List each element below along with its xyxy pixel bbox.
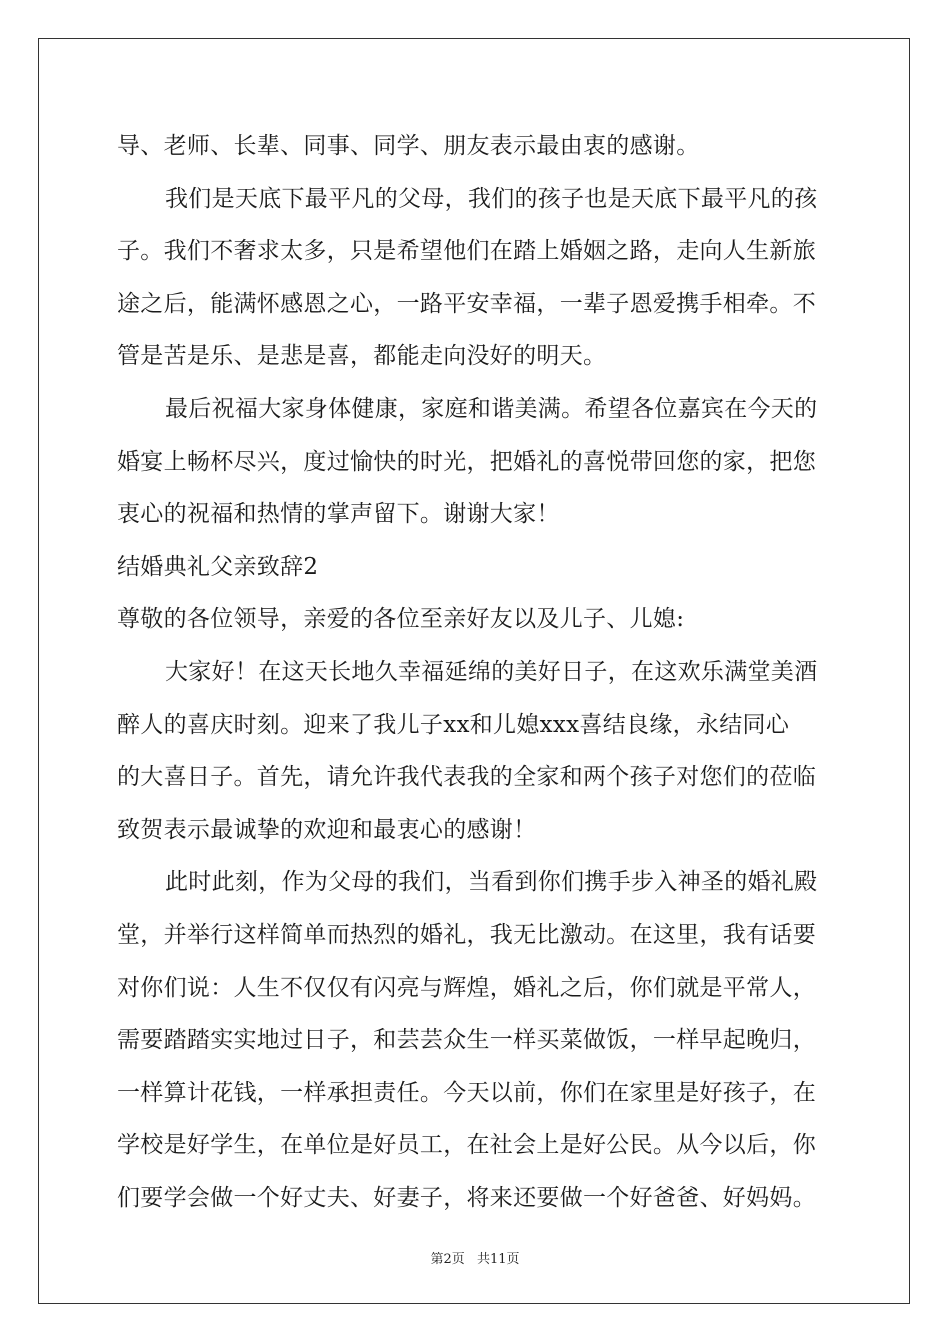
paragraph-start: 此时此刻，作为父母的我们，当看到你们携手步入神圣的婚礼殿 <box>165 869 818 896</box>
paragraph-start: 我们是天底下最平凡的父母，我们的孩子也是天底下最平凡的孩 <box>165 185 818 212</box>
text-line: 需要踏踏实实地过日子，和芸芸众生一样买菜做饭，一样早起晚归， <box>117 1027 816 1054</box>
text-line: 一样算计花钱，一样承担责任。今天以前，你们在家里是好孩子，在 <box>117 1079 816 1106</box>
page-footer <box>0 1248 950 1267</box>
text-line: 子。我们不奢求太多，只是希望他们在踏上婚姻之路，走向人生新旅 <box>117 238 816 265</box>
text-line: 途之后，能满怀感恩之心，一路平安幸福，一辈子恩爱携手相牵。不 <box>117 290 816 317</box>
text-line: 管是苦是乐、是悲是喜，都能走向没好的明天。 <box>117 343 607 370</box>
text-line: 学校是好学生，在单位是好员工，在社会上是好公民。从今以后，你 <box>117 1132 816 1159</box>
text-line: 衷心的祝福和热情的掌声留下。谢谢大家！ <box>117 501 560 528</box>
text-line: 致贺表示最诚挚的欢迎和最衷心的感谢！ <box>117 816 537 843</box>
text-line: 堂，并举行这样简单而热烈的婚礼，我无比激动。在这里，我有话要 <box>117 921 816 948</box>
document-body <box>117 120 837 1224</box>
page-number: 第2页 <box>430 1252 465 1267</box>
salutation: 尊敬的各位领导，亲爱的各位至亲好友以及儿子、儿媳: <box>117 606 685 633</box>
paragraph-start: 最后祝福大家身体健康，家庭和谐美满。希望各位嘉宾在今天的 <box>165 395 818 422</box>
text-line: 的大喜日子。首先，请允许我代表我的全家和两个孩子对您们的莅临 <box>117 764 816 791</box>
section-heading: 结婚典礼父亲致辞2 <box>117 553 319 580</box>
text-line: 对你们说：人生不仅仅有闪亮与辉煌，婚礼之后，你们就是平常人， <box>117 974 816 1001</box>
page-total: 共11页 <box>476 1252 520 1267</box>
text-line: 们要学会做一个好丈夫、好妻子，将来还要做一个好爸爸、好妈妈。 <box>117 1184 816 1211</box>
text-line: 导、老师、长辈、同事、同学、朋友表示最由衷的感谢。 <box>117 133 700 159</box>
text-line: 醉人的喜庆时刻。迎来了我儿子xx和儿媳xxx喜结良缘，永结同心 <box>117 711 790 738</box>
paragraph-start: 大家好！在这天长地久幸福延绵的美好日子，在这欢乐满堂美酒 <box>165 658 818 685</box>
text-line: 婚宴上畅杯尽兴，度过愉快的时光，把婚礼的喜悦带回您的家，把您 <box>117 448 816 475</box>
